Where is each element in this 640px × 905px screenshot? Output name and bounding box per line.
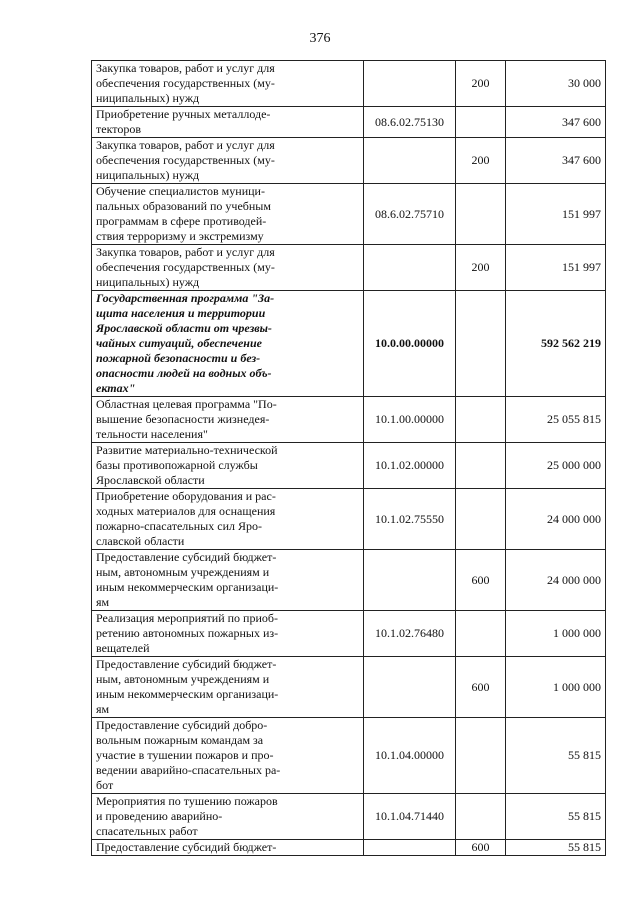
row-name-line: вольным пожарным командам за [96,733,264,747]
row-name-cell [92,443,364,489]
row-name-line: ектах" [96,381,136,395]
row-sum-cell: 151 997 [506,184,606,245]
table-row [92,397,606,443]
row-name-line: обеспечения государственных (му- [96,153,275,167]
row-expense-type-cell: 200 [456,61,506,107]
row-expense-type-cell [456,794,506,840]
row-sum-cell: 55 815 [506,718,606,794]
table-row [92,718,606,794]
row-expense-type-cell [456,107,506,138]
row-expense-type-cell [456,397,506,443]
row-name-line: пальных образований по учебным [96,199,271,213]
row-name-line: тельности населения" [96,427,208,441]
row-name-line: Развитие материально-технической [96,443,278,457]
row-name-line: Предоставление субсидий добро- [96,718,268,732]
row-name-line: Закупка товаров, работ и услуг для [96,61,275,75]
row-name-cell [92,138,364,184]
row-name-line: ям [96,595,110,609]
row-code-cell [364,840,456,856]
table-row [92,550,606,611]
row-code-cell [364,245,456,291]
row-name-line: иным некоммерческим организаци- [96,580,279,594]
row-name-line: опасности людей на водных объ- [96,366,272,380]
row-name-cell [92,61,364,107]
row-name-line: базы противопожарной службы [96,458,258,472]
row-name-line: обеспечения государственных (му- [96,76,275,90]
row-code-cell [364,550,456,611]
row-name-line: программам в сфере противодей- [96,214,267,228]
table-row [92,794,606,840]
row-expense-type-cell [456,291,506,397]
row-name-line: Предоставление субсидий бюджет- [96,550,277,564]
row-name-line: Ярославской области [96,473,205,487]
budget-table [91,60,606,856]
table-row [92,291,606,397]
table-row [92,489,606,550]
row-name-line: ведении аварийно-спасательных ра- [96,763,281,777]
row-name-cell [92,657,364,718]
row-sum-cell: 151 997 [506,245,606,291]
row-expense-type-cell: 600 [456,550,506,611]
row-name-line: ным, автономным учреждениям и [96,672,270,686]
row-code-cell: 08.6.02.75710 [364,184,456,245]
row-name-line: Приобретение оборудования и рас- [96,489,276,503]
row-name-line: Реализация мероприятий по приоб- [96,611,278,625]
row-name-cell [92,550,364,611]
row-expense-type-cell: 600 [456,840,506,856]
budget-table-body [92,61,606,856]
row-sum-cell: 1 000 000 [506,611,606,657]
row-name-cell [92,291,364,397]
row-code-cell [364,61,456,107]
row-name-line: Областная целевая программа "По- [96,397,277,411]
row-code-cell: 08.6.02.75130 [364,107,456,138]
table-row [92,611,606,657]
row-code-cell: 10.1.00.00000 [364,397,456,443]
row-name-line: бот [96,778,114,792]
row-sum-cell: 24 000 000 [506,550,606,611]
row-name-line: ретению автономных пожарных из- [96,626,279,640]
row-name-line: Предоставление субсидий бюджет- [96,840,277,854]
row-name-cell [92,184,364,245]
row-name-line: ниципальных) нужд [96,168,200,182]
row-name-line: ниципальных) нужд [96,275,200,289]
row-name-line: Государственная программа "За- [96,291,275,305]
row-name-cell [92,107,364,138]
table-row [92,443,606,489]
row-code-cell [364,657,456,718]
row-code-cell: 10.1.02.75550 [364,489,456,550]
row-name-line: щита населения и территории [96,306,266,320]
table-row [92,840,606,856]
row-name-cell [92,611,364,657]
row-expense-type-cell [456,489,506,550]
row-name-line: Закупка товаров, работ и услуг для [96,138,275,152]
row-code-cell: 10.1.04.00000 [364,718,456,794]
row-name-cell [92,840,364,856]
row-name-line: пожарной безопасности и без- [96,351,261,365]
row-name-line: ствия терроризму и экстремизму [96,229,264,243]
row-name-line: Ярославской области от чрезвы- [96,321,272,335]
row-name-line: иным некоммерческим организаци- [96,687,279,701]
row-name-line: чайных ситуаций, обеспечение [96,336,262,350]
row-name-line: ным, автономным учреждениям и [96,565,270,579]
row-sum-cell: 24 000 000 [506,489,606,550]
row-name-cell [92,718,364,794]
row-name-line: Приобретение ручных металлоде- [96,107,271,121]
row-name-line: вещателей [96,641,150,655]
row-code-cell [364,138,456,184]
row-sum-cell: 25 055 815 [506,397,606,443]
table-row [92,138,606,184]
row-sum-cell: 347 600 [506,138,606,184]
row-expense-type-cell [456,184,506,245]
row-code-cell: 10.1.04.71440 [364,794,456,840]
row-sum-cell: 30 000 [506,61,606,107]
row-name-line: текторов [96,122,141,136]
row-name-line: участие в тушении пожаров и про- [96,748,274,762]
row-name-line: ям [96,702,110,716]
row-name-cell [92,489,364,550]
row-name-line: Закупка товаров, работ и услуг для [96,245,275,259]
page-number: 376 [309,31,331,46]
table-row [92,184,606,245]
table-row [92,107,606,138]
row-name-cell [92,794,364,840]
table-row [92,61,606,107]
row-expense-type-cell: 600 [456,657,506,718]
row-name-cell [92,245,364,291]
row-sum-cell: 347 600 [506,107,606,138]
row-expense-type-cell [456,611,506,657]
row-sum-cell: 25 000 000 [506,443,606,489]
row-expense-type-cell: 200 [456,138,506,184]
row-name-line: пожарно-спасательных сил Яро- [96,519,262,533]
row-code-cell: 10.1.02.76480 [364,611,456,657]
row-sum-cell: 55 815 [506,840,606,856]
table-row [92,657,606,718]
row-name-line: и проведению аварийно- [96,809,223,823]
row-sum-cell: 55 815 [506,794,606,840]
row-name-line: обеспечения государственных (му- [96,260,275,274]
row-name-line: Предоставление субсидий бюджет- [96,657,277,671]
row-expense-type-cell [456,718,506,794]
row-name-line: Мероприятия по тушению пожаров [96,794,278,808]
row-expense-type-cell: 200 [456,245,506,291]
row-sum-cell: 592 562 219 [506,291,606,397]
row-name-line: спасательных работ [96,824,198,838]
row-name-line: славской области [96,534,185,548]
row-expense-type-cell [456,443,506,489]
row-name-cell [92,397,364,443]
row-name-line: Обучение специалистов муници- [96,184,265,198]
row-sum-cell: 1 000 000 [506,657,606,718]
row-name-line: ниципальных) нужд [96,91,200,105]
row-name-line: вышение безопасности жизнедея- [96,412,270,426]
table-row [92,245,606,291]
row-name-line: ходных материалов для оснащения [96,504,276,518]
row-code-cell: 10.0.00.00000 [364,291,456,397]
row-code-cell: 10.1.02.00000 [364,443,456,489]
